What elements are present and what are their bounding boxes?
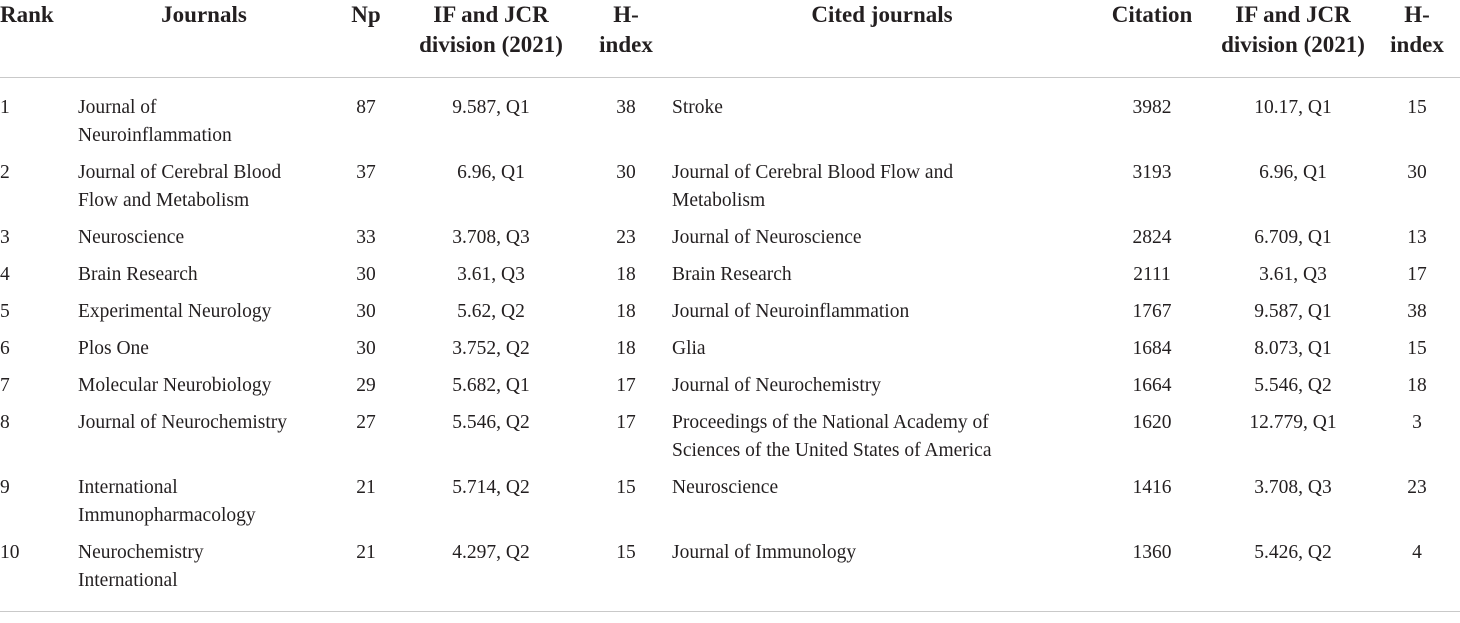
cell-if-jcr: 5.546, Q2 (452, 412, 530, 433)
cell-cited-journal (672, 298, 1092, 335)
cell-cited-journal-line: Journal of Neuroinflammation (672, 301, 910, 322)
table-row (0, 261, 1460, 298)
cell-h-index: 18 (616, 338, 636, 359)
cell-if-jcr: 9.587, Q1 (452, 97, 530, 118)
cell-cited-if-jcr: 3.708, Q3 (1254, 477, 1332, 498)
cell-cited-journal (672, 539, 1092, 612)
cell-cited-journal (672, 159, 1092, 224)
cell-journal-line: Flow and Metabolism (78, 190, 250, 211)
cell-citation: 3982 (1132, 97, 1172, 118)
cell-h-index: 17 (616, 375, 636, 396)
cell-cited-journal-line: Journal of Cerebral Blood Flow and (672, 162, 954, 183)
cell-np: 30 (356, 338, 376, 359)
cell-journal (78, 409, 330, 474)
table-row (0, 159, 1460, 224)
cell-rank: 6 (0, 338, 10, 359)
cell-np: 21 (356, 477, 376, 498)
cell-cited-journal-line: Sciences of the United States of America (672, 440, 992, 461)
cell-journal (78, 474, 330, 539)
table-body (0, 78, 1460, 612)
cell-rank: 9 (0, 477, 10, 498)
table-row (0, 372, 1460, 409)
cell-cited-if-jcr: 5.426, Q2 (1212, 539, 1374, 612)
cell-journal (78, 298, 330, 335)
cell-rank: 8 (0, 412, 10, 433)
cell-journal (78, 539, 330, 612)
header-cited-h-index-line: index (1390, 32, 1444, 57)
cell-rank: 5 (0, 301, 10, 322)
cell-cited-if-jcr: 10.17, Q1 (1254, 97, 1332, 118)
header-cited-if-jcr-line: division (2021) (1221, 32, 1365, 57)
cell-np: 30 (356, 264, 376, 285)
cell-if-jcr: 3.708, Q3 (452, 227, 530, 248)
cell-h-index: 17 (616, 412, 636, 433)
cell-cited-journal-line: Stroke (672, 97, 723, 118)
cell-cited-if-jcr: 6.96, Q1 (1259, 162, 1327, 183)
cell-cited-if-jcr: 5.546, Q2 (1254, 375, 1332, 396)
cell-journal-line: Neurochemistry (78, 542, 204, 563)
cell-np: 27 (356, 412, 376, 433)
header-h-index-line: H- (613, 2, 639, 27)
cell-citation: 1620 (1132, 412, 1172, 433)
table-row (0, 78, 1460, 160)
table-row (0, 539, 1460, 612)
cell-journal (78, 78, 330, 160)
cell-h-index: 18 (616, 264, 636, 285)
cell-np: 30 (356, 301, 376, 322)
cell-journal-line: Molecular Neurobiology (78, 375, 272, 396)
cell-cited-if-jcr: 6.709, Q1 (1254, 227, 1332, 248)
cell-journal-line: International (78, 477, 178, 498)
cell-np: 21 (330, 539, 402, 612)
cell-if-jcr: 4.297, Q2 (402, 539, 580, 612)
cell-np: 37 (356, 162, 376, 183)
cell-citation: 2824 (1132, 227, 1172, 248)
cell-cited-journal (672, 261, 1092, 298)
cell-if-jcr: 6.96, Q1 (457, 162, 525, 183)
cell-rank: 4 (0, 264, 10, 285)
cell-if-jcr: 5.714, Q2 (452, 477, 530, 498)
cell-journal-line: Neuroscience (78, 227, 185, 248)
cell-cited-h-index: 30 (1407, 162, 1427, 183)
header-cited-h-index (1374, 0, 1460, 78)
cell-rank: 7 (0, 375, 10, 396)
table-header (0, 0, 1460, 78)
header-h-index-line: index (599, 32, 653, 57)
header-rank: Rank (0, 0, 78, 78)
header-h-index (580, 0, 672, 78)
cell-cited-if-jcr: 12.779, Q1 (1249, 412, 1337, 433)
cell-cited-journal-line: Journal of Immunology (672, 542, 857, 563)
cell-journal-line: International (78, 570, 178, 591)
cell-cited-h-index: 15 (1407, 338, 1427, 359)
cell-journal (78, 335, 330, 372)
cell-np: 33 (356, 227, 376, 248)
table-row (0, 409, 1460, 474)
cell-cited-journal-line: Neuroscience (672, 477, 779, 498)
cell-h-index: 30 (616, 162, 636, 183)
header-cited-if-jcr-line: IF and JCR (1235, 2, 1351, 27)
cell-journal-line: Experimental Neurology (78, 301, 272, 322)
cell-np: 87 (356, 97, 376, 118)
cell-journal (78, 261, 330, 298)
cell-cited-h-index: 38 (1407, 301, 1427, 322)
cell-cited-if-jcr: 9.587, Q1 (1254, 301, 1332, 322)
table-row (0, 298, 1460, 335)
cell-journal-line: Neuroinflammation (78, 125, 232, 146)
cell-cited-journal-line: Glia (672, 338, 706, 359)
cell-np: 29 (356, 375, 376, 396)
cell-cited-journal (672, 474, 1092, 539)
cell-citation: 3193 (1132, 162, 1172, 183)
cell-citation: 1664 (1132, 375, 1172, 396)
cell-journal-line: Immunopharmacology (78, 505, 256, 526)
cell-journal-line: Journal of Neurochemistry (78, 412, 288, 433)
cell-h-index: 18 (616, 301, 636, 322)
cell-if-jcr: 3.752, Q2 (452, 338, 530, 359)
cell-cited-journal (672, 372, 1092, 409)
cell-h-index: 15 (580, 539, 672, 612)
cell-if-jcr: 3.61, Q3 (457, 264, 525, 285)
cell-cited-h-index: 4 (1374, 539, 1460, 612)
cell-cited-h-index: 3 (1412, 412, 1422, 433)
table-row (0, 335, 1460, 372)
cell-h-index: 38 (616, 97, 636, 118)
header-if-jcr-line: IF and JCR (433, 2, 549, 27)
cell-citation: 2111 (1133, 264, 1171, 285)
cell-journal (78, 372, 330, 409)
cell-rank: 3 (0, 227, 10, 248)
cell-cited-journal-line: Brain Research (672, 264, 792, 285)
cell-rank: 2 (0, 162, 10, 183)
cell-cited-journal-line: Journal of Neurochemistry (672, 375, 882, 396)
cell-journal-line: Journal of Cerebral Blood (78, 162, 282, 183)
cell-citation: 1360 (1092, 539, 1212, 612)
cell-rank: 1 (0, 97, 10, 118)
cell-if-jcr: 5.682, Q1 (452, 375, 530, 396)
cell-cited-journal (672, 335, 1092, 372)
cell-cited-journal-line: Proceedings of the National Academy of (672, 412, 989, 433)
cell-cited-journal-line: Metabolism (672, 190, 766, 211)
cell-journal-line: Plos One (78, 338, 149, 359)
cell-cited-journal-line: Journal of Neuroscience (672, 227, 862, 248)
cell-if-jcr: 5.62, Q2 (457, 301, 525, 322)
table-row (0, 474, 1460, 539)
cell-journal (78, 159, 330, 224)
cell-cited-h-index: 13 (1407, 227, 1427, 248)
cell-citation: 1416 (1132, 477, 1172, 498)
header-journals: Journals (78, 0, 330, 78)
cell-cited-journal (672, 409, 1092, 474)
header-cited-journals: Cited journals (672, 0, 1092, 78)
cell-cited-if-jcr: 3.61, Q3 (1259, 264, 1327, 285)
cell-h-index: 15 (616, 477, 636, 498)
header-np: Np (330, 0, 402, 78)
table-row (0, 224, 1460, 261)
cell-rank: 10 (0, 539, 78, 612)
cell-cited-h-index: 15 (1407, 97, 1427, 118)
header-cited-h-index-line: H- (1404, 2, 1430, 27)
cell-journal-line: Journal of (78, 97, 157, 118)
header-if-jcr (402, 0, 580, 78)
cell-cited-journal (672, 224, 1092, 261)
cell-journal (78, 224, 330, 261)
cell-cited-if-jcr: 8.073, Q1 (1254, 338, 1332, 359)
header-if-jcr-line: division (2021) (419, 32, 563, 57)
cell-cited-h-index: 17 (1407, 264, 1427, 285)
header-citation: Citation (1092, 0, 1212, 78)
cell-citation: 1767 (1132, 301, 1172, 322)
cell-cited-journal (672, 78, 1092, 160)
header-cited-if-jcr (1212, 0, 1374, 78)
cell-h-index: 23 (616, 227, 636, 248)
cell-journal-line: Brain Research (78, 264, 198, 285)
cell-cited-h-index: 23 (1407, 477, 1427, 498)
cell-cited-h-index: 18 (1407, 375, 1427, 396)
cell-citation: 1684 (1132, 338, 1172, 359)
